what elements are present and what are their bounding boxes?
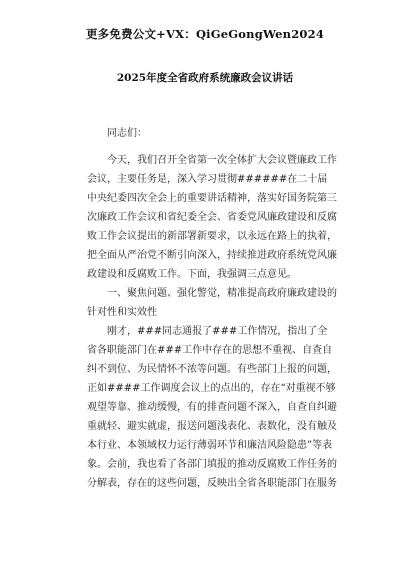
body-line: 省各职能部门在###工作中存在的思想不重视、自查自 (87, 345, 333, 356)
body-line: 会议，主要任务是，深入学习贯彻######在二十届 (87, 174, 328, 185)
body-line: 中央纪委四次全会上的重要讲话精神，落实好国务院第三 (87, 193, 337, 204)
body-line: 今天，我们召开全省第一次全体扩大会议暨廉政工作 (107, 155, 337, 166)
body-line: 政建设和反腐败工作。下面，我强调三点意见。 (87, 269, 297, 280)
greeting: 同志们： (107, 128, 147, 139)
body-line: 重就轻、避实就虚，报送问题浅表化、表数化，没有触及 (87, 421, 337, 432)
body-line: 分解表，存在的这些问题，反映出全省各职能部门在服务 (87, 478, 337, 489)
document-body (87, 151, 357, 493)
body-line: 纠不到位、为民情怀不浓等问题。有些部门上报的问题， (87, 364, 337, 375)
body-line: 一、聚焦问题、强化警觉，精准提高政府廉政建设的 (107, 288, 337, 299)
body-line: 把全面从严治党不断引向深入，持续推进政府系统党风廉 (87, 250, 337, 261)
body-line: 象。会前，我也看了各部门填报的推动反腐败工作任务的 (87, 459, 337, 470)
body-line: 本行业、本领域权力运行薄弱环节和廉洁风险隐患”等表 (87, 440, 333, 451)
body-line: 败工作会议提出的新部署新要求，以永远在路上的执着， (87, 231, 337, 242)
body-line: 次廉政工作会议和省纪委全会、省委党风廉政建设和反腐 (87, 212, 337, 223)
body-line: 观望等靠、推动缓慢，有的排查问题不深入，自查自纠避 (87, 402, 337, 413)
body-line: 正如####工作调度会议上的点出的，存在“对重视不够 (87, 383, 336, 394)
promo-header: 更多免费公文+VX：QiGeGongWen2024 (85, 27, 325, 41)
body-line: 刚才，###同志通报了###工作情况，指出了全 (107, 326, 328, 337)
document-title: 2025年度全省政府系统廉政会议讲话 (116, 72, 294, 84)
body-line: 针对性和实效性 (87, 307, 157, 318)
